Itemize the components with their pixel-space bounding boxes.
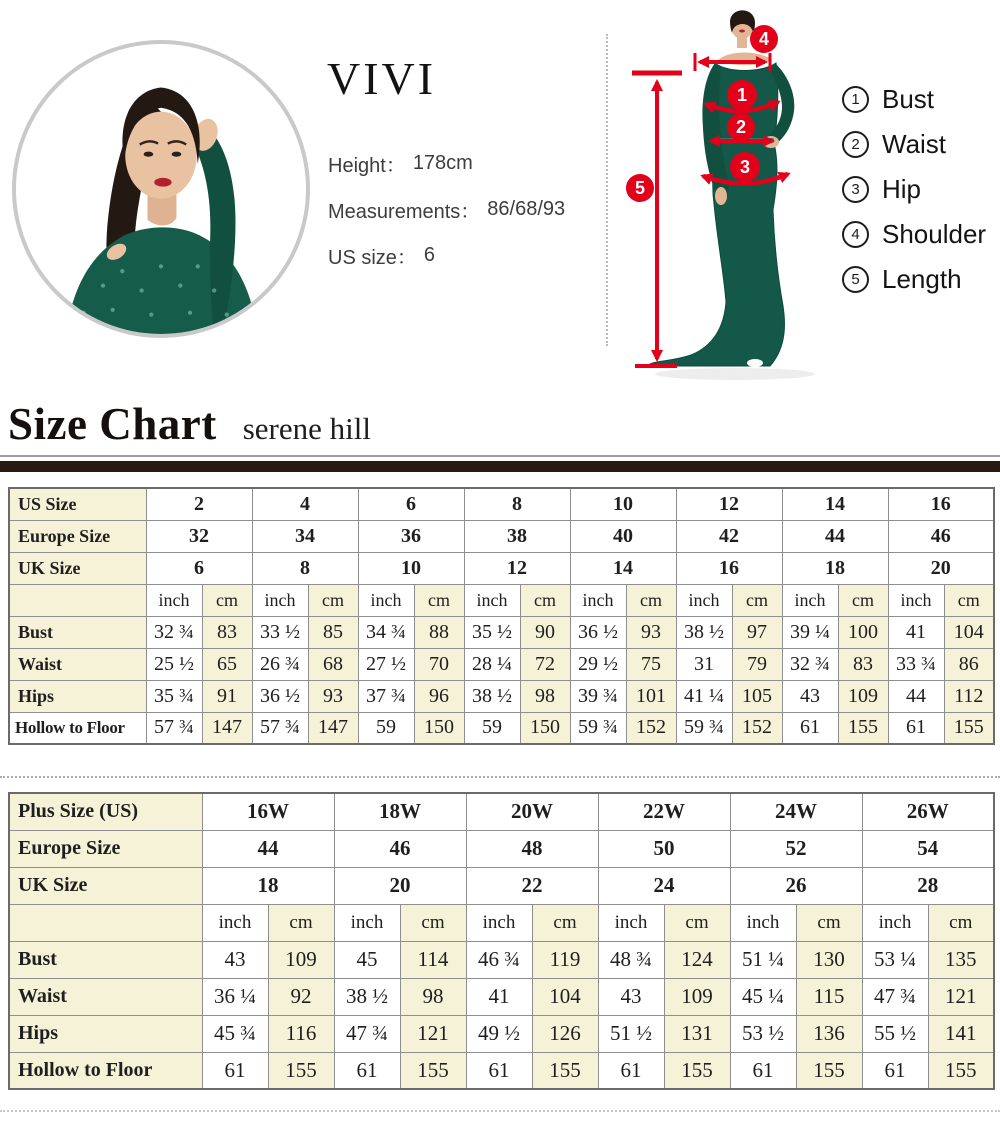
cm-value: 130 [796,941,862,978]
unit-inch-label: inch [146,584,202,616]
size-header-row [9,552,994,584]
row-label: US Size [9,488,146,520]
unit-inch-label: inch [730,904,796,941]
unit-inch-label: inch [252,584,308,616]
legend-label-hip: Hip [882,173,922,204]
model-height-label: Height： [328,154,406,177]
size-value: 24 [598,867,730,904]
legend-num-4: 4 [851,225,860,243]
unit-inch-label: inch [466,904,532,941]
inch-value: 32 ¾ [782,648,838,680]
cm-value: 104 [944,616,994,648]
row-label: Waist [9,648,146,680]
inch-value: 38 ½ [676,616,732,648]
thick-divider-bar [0,461,1000,472]
cm-value: 85 [308,616,358,648]
inch-value: 29 ½ [570,648,626,680]
unit-cm-label: cm [308,584,358,616]
row-label: Hollow to Floor [9,1052,202,1089]
measure-row [9,978,994,1015]
cm-value: 121 [928,978,994,1015]
cm-value: 135 [928,941,994,978]
thin-divider [0,455,1000,457]
measurement-legend [842,82,986,296]
inch-value: 39 ¾ [570,680,626,712]
section-heading [8,398,371,450]
cm-value: 155 [928,1052,994,1089]
size-value: 6 [358,488,464,520]
marker-shoulder: 4 [758,29,770,49]
inch-value: 47 ¾ [862,978,928,1015]
measure-row [9,680,994,712]
inch-value: 45 [334,941,400,978]
cm-value: 105 [732,680,782,712]
inch-value: 35 ¾ [146,680,202,712]
size-value: 16 [888,488,994,520]
cm-value: 155 [400,1052,466,1089]
inch-value: 27 ½ [358,648,414,680]
inch-value: 43 [782,680,838,712]
model-us-size-value: 6 [423,243,436,266]
inch-value: 38 ½ [464,680,520,712]
table-separator-dotted [0,776,1000,778]
cm-value: 70 [414,648,464,680]
size-value: 18W [334,793,466,830]
size-value: 26 [730,867,862,904]
legend-label-shoulder: Shoulder [882,218,987,249]
model-height [328,140,565,186]
inch-value: 59 [358,712,414,744]
size-value: 18 [782,552,888,584]
cm-value: 86 [944,648,994,680]
unit-cm-label: cm [664,904,730,941]
size-value: 32 [146,520,252,552]
size-value: 20 [888,552,994,584]
model-height-value: 178cm [412,151,473,174]
inch-value: 41 [888,616,944,648]
inch-value: 25 ½ [146,648,202,680]
plus-size-table [8,792,995,1090]
inch-value: 41 ¼ [676,680,732,712]
size-value: 12 [676,488,782,520]
inch-value: 61 [202,1052,268,1089]
cm-value: 96 [414,680,464,712]
cm-value: 109 [664,978,730,1015]
inch-value: 61 [862,1052,928,1089]
inch-value: 32 ¾ [146,616,202,648]
model-us-size [328,232,565,278]
cm-value: 141 [928,1015,994,1052]
cm-value: 155 [532,1052,598,1089]
inch-value: 38 ½ [334,978,400,1015]
row-label: Europe Size [9,830,202,867]
cm-value: 92 [268,978,334,1015]
unit-inch-label: inch [334,904,400,941]
legend-item-hip [842,172,986,206]
marker-hip: 3 [739,157,751,177]
legend-circle-2 [842,131,869,158]
size-value: 40 [570,520,676,552]
size-value: 20 [334,867,466,904]
row-label: Waist [9,978,202,1015]
measure-row [9,648,994,680]
size-value: 2 [146,488,252,520]
unit-cm-label: cm [626,584,676,616]
size-value: 18 [202,867,334,904]
row-label: Europe Size [9,520,146,552]
marker-bust: 1 [736,85,748,105]
legend-num-2: 2 [851,135,860,153]
model-measurements [328,186,565,232]
unit-inch-label: inch [358,584,414,616]
size-value: 54 [862,830,994,867]
inch-value: 34 ¾ [358,616,414,648]
inch-value: 47 ¾ [334,1015,400,1052]
legend-item-shoulder [842,217,986,251]
page-subtitle: serene hill [242,411,371,446]
cm-value: 136 [796,1015,862,1052]
inch-value: 43 [202,941,268,978]
cm-value: 79 [732,648,782,680]
size-header-row [9,793,994,830]
size-value: 10 [570,488,676,520]
inch-value: 53 ½ [730,1015,796,1052]
size-value: 8 [252,552,358,584]
size-value: 4 [252,488,358,520]
row-label: UK Size [9,552,146,584]
inch-value: 45 ¼ [730,978,796,1015]
size-value: 44 [202,830,334,867]
size-value: 20W [466,793,598,830]
inch-value: 49 ½ [466,1015,532,1052]
legend-circle-3 [842,176,869,203]
cm-value: 75 [626,648,676,680]
inch-value: 59 ¾ [676,712,732,744]
unit-inch-label: inch [598,904,664,941]
inch-value: 45 ¾ [202,1015,268,1052]
size-value: 48 [466,830,598,867]
row-label: UK Size [9,867,202,904]
cm-value: 155 [838,712,888,744]
row-label: Plus Size (US) [9,793,202,830]
cm-value: 91 [202,680,252,712]
row-label: Hollow to Floor [9,712,146,744]
cm-value: 98 [400,978,466,1015]
row-label: Bust [9,941,202,978]
measure-row [9,712,994,744]
inch-value: 26 ¾ [252,648,308,680]
marker-length: 5 [634,178,646,198]
size-header-row [9,488,994,520]
inch-value: 61 [334,1052,400,1089]
marker-waist: 2 [735,117,747,137]
inch-value: 59 ¾ [570,712,626,744]
cm-value: 112 [944,680,994,712]
unit-inch-label: inch [202,904,268,941]
cm-value: 116 [268,1015,334,1052]
inch-value: 37 ¾ [358,680,414,712]
unit-cm-label: cm [414,584,464,616]
legend-label-bust: Bust [882,83,935,114]
inch-value: 33 ¾ [888,648,944,680]
size-value: 10 [358,552,464,584]
legend-item-bust [842,82,986,116]
cm-value: 68 [308,648,358,680]
inch-value: 61 [782,712,838,744]
inch-value: 51 ¼ [730,941,796,978]
size-value: 38 [464,520,570,552]
inch-value: 55 ½ [862,1015,928,1052]
cm-value: 101 [626,680,676,712]
inch-value: 57 ¾ [252,712,308,744]
unit-cm-label: cm [796,904,862,941]
size-value: 44 [782,520,888,552]
cm-value: 150 [414,712,464,744]
bottom-dotted-line [0,1110,1000,1112]
inch-value: 43 [598,978,664,1015]
inch-value: 36 ½ [252,680,308,712]
legend-num-1: 1 [851,90,860,108]
inch-value: 48 ¾ [598,941,664,978]
cm-value: 83 [202,616,252,648]
legend-num-5: 5 [851,270,860,288]
inch-value: 59 [464,712,520,744]
standard-size-table [8,487,995,745]
cm-value: 90 [520,616,570,648]
cm-value: 150 [520,712,570,744]
cm-value: 72 [520,648,570,680]
inch-value: 36 ½ [570,616,626,648]
size-value: 52 [730,830,862,867]
unit-cm-label: cm [268,904,334,941]
cm-value: 83 [838,648,888,680]
size-value: 24W [730,793,862,830]
unit-inch-label: inch [464,584,520,616]
inch-value: 61 [466,1052,532,1089]
unit-cm-label: cm [944,584,994,616]
unit-cm-label: cm [732,584,782,616]
size-value: 14 [782,488,888,520]
cm-value: 124 [664,941,730,978]
unit-cm-label: cm [838,584,888,616]
cm-value: 121 [400,1015,466,1052]
measurement-diagram [605,0,845,390]
unit-inch-label: inch [676,584,732,616]
size-header-row [9,830,994,867]
legend-circle-1 [842,86,869,113]
legend-item-waist [842,127,986,161]
model-info [328,140,565,278]
page-title: Size Chart [8,399,217,449]
row-label: Bust [9,616,146,648]
size-header-row [9,520,994,552]
measure-row [9,616,994,648]
inch-value: 44 [888,680,944,712]
inch-value: 53 ¼ [862,941,928,978]
model-portrait-illustration [16,44,306,334]
inch-value: 51 ½ [598,1015,664,1052]
inch-value: 36 ¼ [202,978,268,1015]
unit-inch-label: inch [888,584,944,616]
cm-value: 155 [944,712,994,744]
cm-value: 152 [732,712,782,744]
cm-value: 93 [626,616,676,648]
cm-value: 100 [838,616,888,648]
legend-circle-5 [842,266,869,293]
row-label: Hips [9,680,146,712]
model-us-size-label: US size： [328,246,417,269]
size-header-row [9,867,994,904]
size-value: 22W [598,793,730,830]
cm-value: 97 [732,616,782,648]
model-photo [12,40,310,338]
cm-value: 147 [202,712,252,744]
cm-value: 88 [414,616,464,648]
inch-value: 61 [888,712,944,744]
cm-value: 114 [400,941,466,978]
size-value: 26W [862,793,994,830]
inch-value: 39 ¼ [782,616,838,648]
cm-value: 147 [308,712,358,744]
inch-value: 35 ½ [464,616,520,648]
unit-inch-label: inch [862,904,928,941]
unit-inch-label: inch [570,584,626,616]
size-value: 16W [202,793,334,830]
inch-value: 41 [466,978,532,1015]
cm-value: 155 [268,1052,334,1089]
unit-row-label [9,584,146,616]
legend-num-3: 3 [851,180,860,198]
legend-item-length [842,262,986,296]
inch-value: 57 ¾ [146,712,202,744]
cm-value: 131 [664,1015,730,1052]
size-value: 46 [334,830,466,867]
inch-value: 61 [598,1052,664,1089]
cm-value: 152 [626,712,676,744]
model-measurements-label: Measurements： [328,200,481,223]
legend-label-waist: Waist [882,128,947,159]
legend-label-length: Length [882,263,962,294]
unit-cm-label: cm [532,904,598,941]
cm-value: 155 [796,1052,862,1089]
model-measurements-value: 86/68/93 [487,197,566,220]
unit-cm-label: cm [928,904,994,941]
cm-value: 65 [202,648,252,680]
size-value: 34 [252,520,358,552]
cm-value: 155 [664,1052,730,1089]
row-label: Hips [9,1015,202,1052]
legend-circle-4 [842,221,869,248]
cm-value: 93 [308,680,358,712]
measure-row [9,1052,994,1089]
unit-row [9,584,994,616]
cm-value: 126 [532,1015,598,1052]
size-value: 28 [862,867,994,904]
measure-row [9,1015,994,1052]
inch-value: 31 [676,648,732,680]
inch-value: 33 ½ [252,616,308,648]
unit-cm-label: cm [520,584,570,616]
unit-row [9,904,994,941]
size-value: 46 [888,520,994,552]
inch-value: 61 [730,1052,796,1089]
cm-value: 104 [532,978,598,1015]
size-value: 50 [598,830,730,867]
size-value: 14 [570,552,676,584]
inch-value: 46 ¾ [466,941,532,978]
unit-cm-label: cm [202,584,252,616]
size-value: 36 [358,520,464,552]
size-value: 6 [146,552,252,584]
cm-value: 98 [520,680,570,712]
inch-value: 28 ¼ [464,648,520,680]
brand-name: VIVI [327,53,437,104]
measure-row [9,941,994,978]
unit-cm-label: cm [400,904,466,941]
cm-value: 109 [268,941,334,978]
size-value: 8 [464,488,570,520]
size-value: 12 [464,552,570,584]
size-value: 42 [676,520,782,552]
size-value: 16 [676,552,782,584]
unit-inch-label: inch [782,584,838,616]
unit-row-label [9,904,202,941]
cm-value: 115 [796,978,862,1015]
cm-value: 109 [838,680,888,712]
cm-value: 119 [532,941,598,978]
size-value: 22 [466,867,598,904]
